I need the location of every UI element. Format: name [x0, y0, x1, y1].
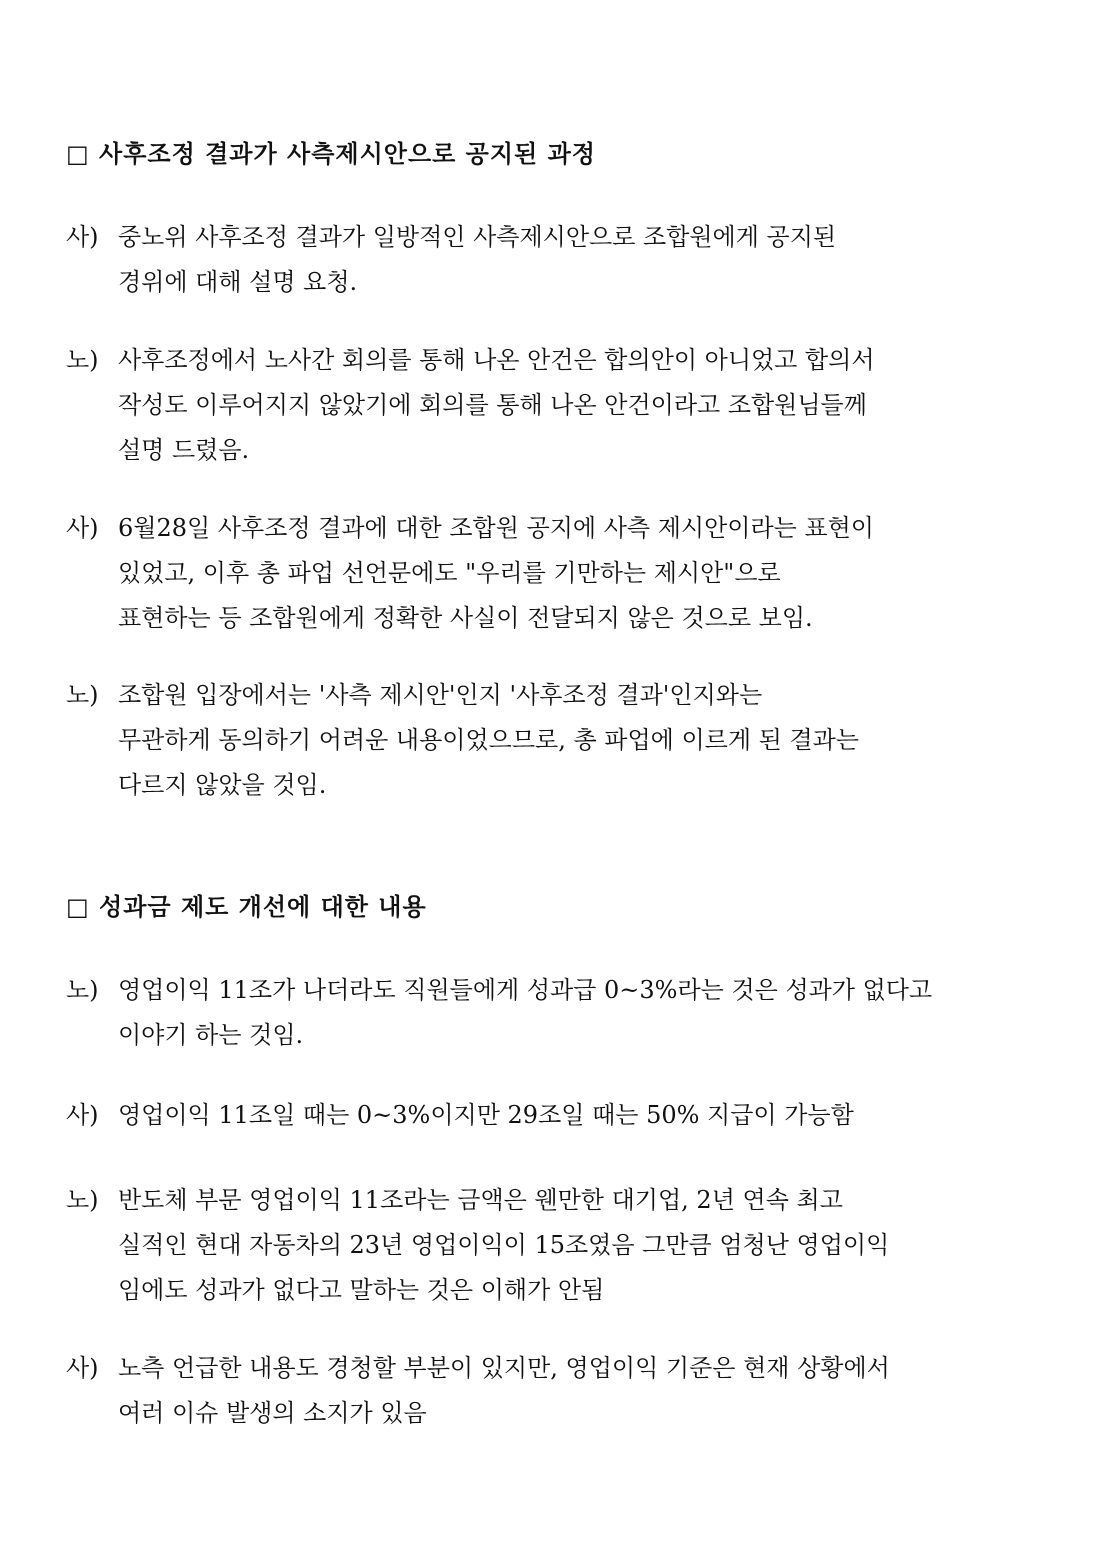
speaker-label: 노): [66, 976, 99, 1004]
entry-line: 사후조정에서 노사간 회의를 통해 나온 안건은 합의안이 아니었고 합의서: [118, 346, 875, 374]
entry-line: 설명 드렸음.: [118, 436, 250, 464]
speaker-label: 노): [66, 346, 99, 374]
speaker-label: 사): [66, 223, 99, 251]
section-title: □ 사후조정 결과가 사측제시안으로 공지된 과정: [66, 139, 596, 168]
entry-line: 무관하게 동의하기 어려운 내용이었으므로, 총 파업에 이르게 된 결과는: [118, 726, 859, 754]
entry-line: 실적인 현대 자동차의 23년 영업이익이 15조였음 그만큼 엄청난 영업이익: [118, 1231, 890, 1259]
section-title: □ 성과금 제도 개선에 대한 내용: [66, 892, 427, 921]
entry-line: 영업이익 11조가 나더라도 직원들에게 성과급 0~3%라는 것은 성과가 없다고: [118, 976, 933, 1004]
entry-line: 조합원 입장에서는 '사측 제시안'인지 '사후조정 결과'인지와는: [118, 681, 763, 709]
speaker-label: 노): [66, 681, 99, 709]
entry-line: 여러 이슈 발생의 소지가 있음: [118, 1399, 427, 1427]
entry-line: 임에도 성과가 없다고 말하는 것은 이해가 안됨: [118, 1276, 605, 1304]
entry-line: 6월28일 사후조정 결과에 대한 조합원 공지에 사측 제시안이라는 표현이: [118, 514, 874, 542]
speaker-label: 사): [66, 514, 99, 542]
speaker-label: 사): [66, 1101, 99, 1129]
entry-line: 작성도 이루어지지 않았기에 회의를 통해 나온 안건이라고 조합원님들께: [118, 391, 867, 419]
entry-line: 다르지 않았을 것임.: [118, 771, 327, 799]
entry-line: 반도체 부문 영업이익 11조라는 금액은 웬만한 대기업, 2년 연속 최고: [118, 1186, 843, 1214]
entry-line: 이야기 하는 것임.: [118, 1021, 304, 1049]
speaker-label: 사): [66, 1354, 99, 1382]
entry-line: 경위에 대해 설명 요청.: [118, 268, 358, 296]
entry-line: 노측 언급한 내용도 경청할 부분이 있지만, 영업이익 기준은 현재 상황에서: [118, 1354, 890, 1382]
entry-line: 표현하는 등 조합원에게 정확한 사실이 전달되지 않은 것으로 보임.: [118, 604, 813, 632]
entry-line: 중노위 사후조정 결과가 일방적인 사측제시안으로 조합원에게 공지된: [118, 223, 837, 251]
entry-line: 영업이익 11조일 때는 0~3%이지만 29조일 때는 50% 지급이 가능함: [118, 1101, 854, 1129]
speaker-label: 노): [66, 1186, 99, 1214]
entry-line: 있었고, 이후 총 파업 선언문에도 "우리를 기만하는 제시안"으로: [118, 559, 781, 587]
